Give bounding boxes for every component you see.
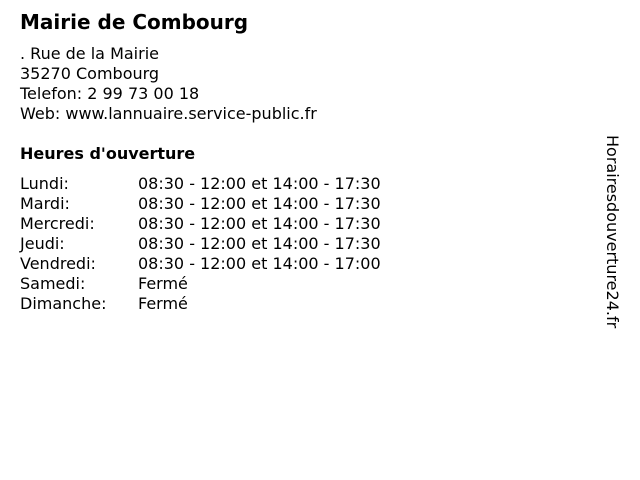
hours-value: Fermé [138, 274, 188, 293]
hours-value: 08:30 - 12:00 et 14:00 - 17:30 [138, 234, 381, 253]
page-title: Mairie de Combourg [20, 10, 249, 34]
street-address: . Rue de la Mairie [20, 44, 159, 63]
hours-row-wednesday [20, 214, 381, 234]
hours-value: 08:30 - 12:00 et 14:00 - 17:00 [138, 254, 381, 273]
day-label: Mardi: [20, 194, 70, 213]
hours-value: Fermé [138, 294, 188, 313]
site-watermark: Horairesdouverture24.fr [603, 135, 622, 329]
hours-row-monday [20, 174, 381, 194]
hours-row-saturday [20, 274, 381, 294]
day-label: Mercredi: [20, 214, 95, 233]
day-label: Dimanche: [20, 294, 107, 313]
hours-value: 08:30 - 12:00 et 14:00 - 17:30 [138, 174, 381, 193]
opening-hours-table [20, 174, 381, 314]
opening-hours-heading: Heures d'ouverture [20, 144, 196, 163]
day-label: Jeudi: [20, 234, 65, 253]
hours-value: 08:30 - 12:00 et 14:00 - 17:30 [138, 214, 381, 233]
hours-row-thursday [20, 234, 381, 254]
hours-row-sunday [20, 294, 381, 314]
website: Web: www.lannuaire.service-public.fr [20, 104, 317, 123]
day-label: Samedi: [20, 274, 86, 293]
hours-value: 08:30 - 12:00 et 14:00 - 17:30 [138, 194, 381, 213]
phone-number: Telefon: 2 99 73 00 18 [20, 84, 200, 103]
address-block [20, 44, 317, 124]
hours-row-tuesday [20, 194, 381, 214]
city-postcode: 35270 Combourg [20, 64, 160, 83]
hours-row-friday [20, 254, 381, 274]
day-label: Vendredi: [20, 254, 96, 273]
day-label: Lundi: [20, 174, 69, 193]
